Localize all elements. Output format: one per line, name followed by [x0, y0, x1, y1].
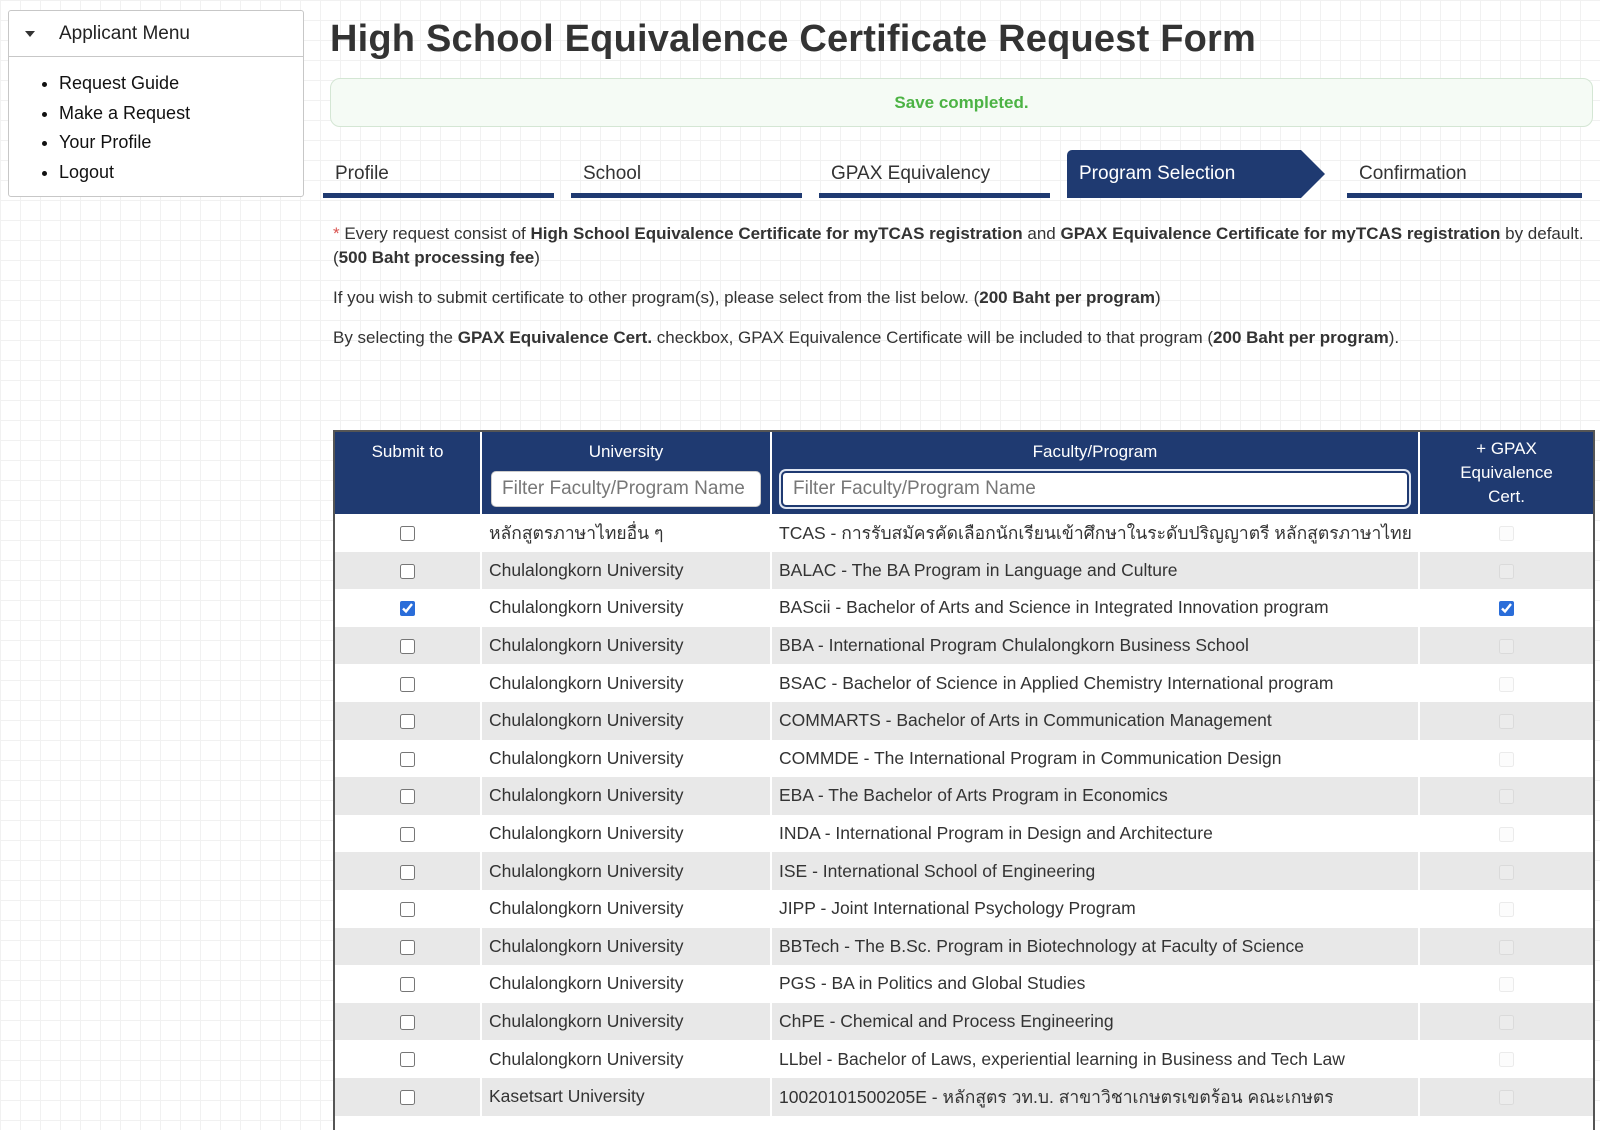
bold-text: GPAX Equivalence Certificate for myTCAS registration [1060, 224, 1501, 243]
submit-to-checkbox[interactable] [400, 714, 415, 729]
text: ) [534, 248, 540, 267]
text: and [1022, 224, 1061, 243]
university-cell: Chulalongkorn University [481, 627, 771, 665]
submit-cell [335, 627, 481, 665]
submit-to-checkbox[interactable] [400, 827, 415, 842]
gpax-cert-checkbox[interactable] [1499, 940, 1514, 955]
gpax-cert-checkbox[interactable] [1499, 526, 1514, 541]
submit-cell [335, 815, 481, 853]
program-cell: TCAS - การรับสมัครคัดเลือกนักเรียนเข้าศึกษาในระดับปริญญาตรี หลักสูตรภาษาไทย [771, 514, 1419, 552]
gpax-cell [1419, 589, 1593, 627]
submit-to-checkbox[interactable] [400, 564, 415, 579]
column-header-faculty [771, 432, 1419, 514]
tab-label: GPAX Equivalency [831, 163, 991, 184]
university-cell: Chulalongkorn University [481, 890, 771, 928]
bold-text: 200 Baht per program [979, 288, 1155, 307]
menu-item-logout[interactable]: • Logout [59, 158, 303, 188]
gpax-cell [1419, 702, 1593, 740]
gpax-cert-checkbox[interactable] [1499, 827, 1514, 842]
gpax-cell [1419, 552, 1593, 590]
gpax-cert-checkbox[interactable] [1499, 1052, 1514, 1067]
university-cell: Chulalongkorn University [481, 1040, 771, 1078]
gpax-cell [1419, 777, 1593, 815]
program-table-container[interactable] [333, 430, 1595, 1130]
program-cell: BBA - International Program Chulalongkorn Business School [771, 627, 1419, 665]
table-row [335, 815, 1593, 853]
submit-to-checkbox[interactable] [400, 977, 415, 992]
instruction-other-programs [333, 286, 1595, 310]
submit-cell [335, 890, 481, 928]
gpax-cell [1419, 514, 1593, 552]
submit-to-checkbox[interactable] [400, 1052, 415, 1067]
gpax-cell [1419, 890, 1593, 928]
gpax-cert-checkbox[interactable] [1499, 977, 1514, 992]
gpax-header-line: + GPAX [1476, 439, 1537, 458]
bold-text: 500 Baht processing fee [338, 248, 535, 267]
program-table [335, 432, 1593, 1116]
submit-to-checkbox[interactable] [400, 526, 415, 541]
submit-cell [335, 1078, 481, 1116]
university-cell: Chulalongkorn University [481, 552, 771, 590]
tab-school[interactable] [571, 150, 802, 198]
bold-text: 200 Baht per program [1213, 328, 1389, 347]
column-header-faculty-label: Faculty/Program [1032, 442, 1158, 461]
submit-cell [335, 1040, 481, 1078]
required-star: * [333, 224, 340, 243]
university-cell: หลักสูตรภาษาไทยอื่น ๆ [481, 514, 771, 552]
step-tabs [330, 150, 1595, 198]
gpax-cell [1419, 1003, 1593, 1041]
table-row [335, 740, 1593, 778]
gpax-cert-checkbox[interactable] [1499, 865, 1514, 880]
save-success-alert [330, 78, 1593, 127]
menu-item-request-guide[interactable]: • Request Guide [59, 69, 303, 99]
gpax-cell [1419, 928, 1593, 966]
university-cell: Chulalongkorn University [481, 815, 771, 853]
submit-to-checkbox[interactable] [400, 1015, 415, 1030]
submit-to-checkbox[interactable] [400, 601, 415, 616]
tab-gpax-equivalency[interactable] [819, 150, 1050, 198]
gpax-cell [1419, 965, 1593, 1003]
column-header-gpax [1419, 432, 1593, 514]
gpax-cert-checkbox[interactable] [1499, 601, 1514, 616]
tab-underline [819, 193, 1050, 198]
submit-cell [335, 552, 481, 590]
tab-label: Profile [335, 163, 389, 184]
table-row [335, 1003, 1593, 1041]
caret-down-icon [25, 31, 35, 37]
table-row [335, 514, 1593, 552]
tab-label: Program Selection [1079, 163, 1236, 184]
program-cell: COMMARTS - Bachelor of Arts in Communication Management [771, 702, 1419, 740]
university-cell: Chulalongkorn University [481, 702, 771, 740]
university-cell: Kasetsart University [481, 1078, 771, 1116]
program-cell: 10020101500205E - หลักสูตร วท.บ. สาขาวิชาเกษตรเขตร้อน คณะเกษตร [771, 1078, 1419, 1116]
program-cell: BSAC - Bachelor of Science in Applied Chemistry International program [771, 664, 1419, 702]
program-cell: PGS - BA in Politics and Global Studies [771, 965, 1419, 1003]
submit-cell [335, 777, 481, 815]
table-row [335, 890, 1593, 928]
gpax-cell [1419, 740, 1593, 778]
text: Every request consist of [339, 224, 531, 243]
submit-cell [335, 965, 481, 1003]
program-cell: BAScii - Bachelor of Arts and Science in Integrated Innovation program [771, 589, 1419, 627]
table-row [335, 965, 1593, 1003]
table-row [335, 1078, 1593, 1116]
gpax-cell [1419, 627, 1593, 665]
university-cell: Chulalongkorn University [481, 852, 771, 890]
table-row [335, 852, 1593, 890]
instruction-default-fee [333, 222, 1595, 270]
table-row [335, 627, 1593, 665]
submit-to-checkbox[interactable] [400, 639, 415, 654]
submit-to-checkbox[interactable] [400, 1090, 415, 1105]
university-cell: Chulalongkorn University [481, 965, 771, 1003]
column-header-university [481, 432, 771, 514]
gpax-cert-checkbox[interactable] [1499, 639, 1514, 654]
submit-to-checkbox[interactable] [400, 752, 415, 767]
gpax-header-line: Cert. [1488, 487, 1525, 506]
instruction-gpax-cert [333, 326, 1595, 350]
university-filter-input[interactable] [491, 471, 761, 507]
gpax-cert-checkbox[interactable] [1499, 752, 1514, 767]
program-cell: COMMDE - The International Program in Communication Design [771, 740, 1419, 778]
gpax-cert-checkbox[interactable] [1499, 564, 1514, 579]
university-cell: Chulalongkorn University [481, 777, 771, 815]
gpax-header-line: Equivalence [1460, 463, 1553, 482]
submit-cell [335, 1003, 481, 1041]
gpax-cert-checkbox[interactable] [1499, 1015, 1514, 1030]
gpax-cert-checkbox[interactable] [1499, 714, 1514, 729]
submit-to-checkbox[interactable] [400, 789, 415, 804]
tab-underline [571, 193, 802, 198]
applicant-menu-list [9, 69, 303, 187]
gpax-cell [1419, 1078, 1593, 1116]
column-header-university-label: University [588, 442, 664, 461]
submit-to-checkbox[interactable] [400, 865, 415, 880]
submit-to-checkbox[interactable] [400, 677, 415, 692]
menu-item-your-profile[interactable]: • Your Profile [59, 128, 303, 158]
program-cell: ISE - International School of Engineering [771, 852, 1419, 890]
university-cell: Chulalongkorn University [481, 664, 771, 702]
tab-underline [1347, 193, 1582, 198]
gpax-cell [1419, 815, 1593, 853]
text: ) [1155, 288, 1161, 307]
submit-cell [335, 928, 481, 966]
submit-cell [335, 589, 481, 627]
program-cell: LLbel - Bachelor of Laws, experiential learning in Business and Tech Law [771, 1040, 1419, 1078]
program-cell: JIPP - Joint International Psychology Program [771, 890, 1419, 928]
tab-confirmation[interactable] [1347, 150, 1582, 198]
program-cell: BBTech - The B.Sc. Program in Biotechnology at Faculty of Science [771, 928, 1419, 966]
university-cell: Chulalongkorn University [481, 928, 771, 966]
applicant-menu [8, 10, 304, 197]
applicant-menu-title: Applicant Menu [59, 22, 190, 44]
menu-item-make-request[interactable]: • Make a Request [59, 99, 303, 129]
tab-underline [323, 193, 554, 198]
program-cell: BALAC - The BA Program in Language and Culture [771, 552, 1419, 590]
submit-cell [335, 664, 481, 702]
table-row [335, 589, 1593, 627]
tab-label: School [583, 163, 642, 184]
text: ). [1388, 328, 1400, 347]
bold-text: High School Equivalence Certificate for myTCAS registration [530, 224, 1023, 243]
gpax-cert-checkbox[interactable] [1499, 902, 1514, 917]
tab-program-selection[interactable] [1067, 150, 1301, 198]
gpax-cell [1419, 1040, 1593, 1078]
submit-cell [335, 740, 481, 778]
page-title: High School Equivalence Certificate Request Form [330, 18, 1257, 60]
table-row [335, 552, 1593, 590]
tab-label: Confirmation [1359, 163, 1467, 184]
bold-text: GPAX Equivalence Cert. [457, 328, 653, 347]
submit-to-checkbox[interactable] [400, 902, 415, 917]
gpax-cert-checkbox[interactable] [1499, 677, 1514, 692]
gpax-cell [1419, 852, 1593, 890]
text: If you wish to submit certificate to other program(s), please select from the list below. ( [333, 288, 980, 307]
table-header-row [335, 432, 1593, 514]
text: by default. ( [333, 224, 1584, 267]
program-cell: ChPE - Chemical and Process Engineering [771, 1003, 1419, 1041]
text: checkbox, GPAX Equivalence Certificate will be included to that program ( [652, 328, 1214, 347]
gpax-cert-checkbox[interactable] [1499, 1090, 1514, 1105]
program-cell: EBA - The Bachelor of Arts Program in Economics [771, 777, 1419, 815]
gpax-cell [1419, 664, 1593, 702]
table-row [335, 664, 1593, 702]
university-cell: Chulalongkorn University [481, 740, 771, 778]
column-header-submit: Submit to [335, 432, 481, 514]
text: By selecting the [333, 328, 458, 347]
submit-cell [335, 852, 481, 890]
gpax-cert-checkbox[interactable] [1499, 789, 1514, 804]
applicant-menu-toggle[interactable] [9, 11, 303, 57]
program-rows [335, 514, 1593, 1116]
submit-cell [335, 702, 481, 740]
alert-text: Save completed. [894, 92, 1029, 112]
university-cell: Chulalongkorn University [481, 589, 771, 627]
program-cell: INDA - International Program in Design and Architecture [771, 815, 1419, 853]
instructions [333, 222, 1595, 366]
table-row [335, 777, 1593, 815]
submit-to-checkbox[interactable] [400, 940, 415, 955]
university-cell: Chulalongkorn University [481, 1003, 771, 1041]
table-row [335, 928, 1593, 966]
tab-profile[interactable] [323, 150, 554, 198]
submit-cell [335, 514, 481, 552]
faculty-filter-input[interactable] [781, 471, 1409, 507]
table-row [335, 702, 1593, 740]
table-row [335, 1040, 1593, 1078]
